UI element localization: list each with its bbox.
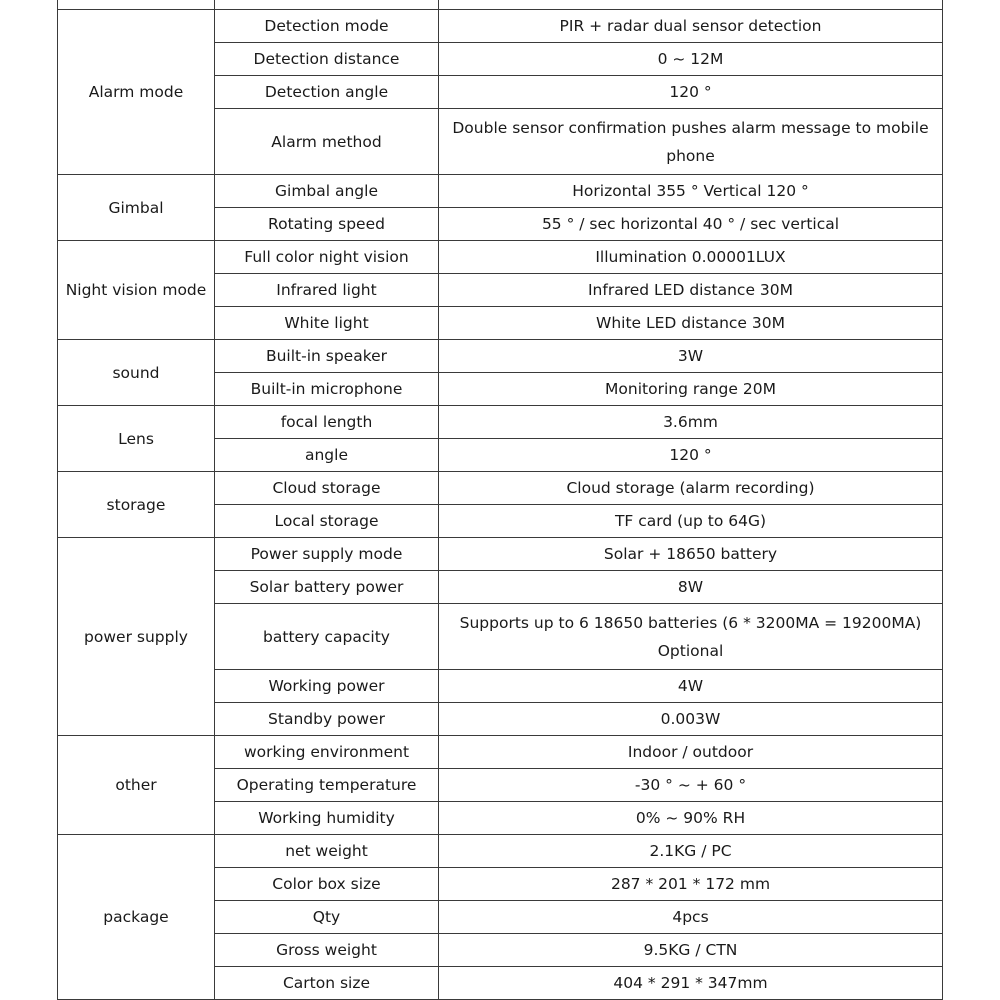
- category-cell: [58, 0, 215, 10]
- spec-name-cell: Infrared light: [215, 274, 439, 307]
- spec-name-cell: Alarm method: [215, 109, 439, 175]
- table-row: [58, 835, 943, 868]
- category-cell: storage: [58, 472, 215, 538]
- spec-value-cell: 0 ~ 12M: [439, 43, 943, 76]
- category-cell: Lens: [58, 406, 215, 472]
- table-row: [58, 10, 943, 43]
- spec-name-cell: angle: [215, 439, 439, 472]
- spec-value-cell: 0% ~ 90% RH: [439, 802, 943, 835]
- spec-name-cell: Operating temperature: [215, 769, 439, 802]
- spec-value-cell: Monitoring range 20M: [439, 373, 943, 406]
- spec-name-cell: Standby power: [215, 703, 439, 736]
- spec-name-cell: Color box size: [215, 868, 439, 901]
- spec-name-cell: Qty: [215, 901, 439, 934]
- category-cell: sound: [58, 340, 215, 406]
- spec-value-cell: 3W: [439, 340, 943, 373]
- spec-value-cell: 287 * 201 * 172 mm: [439, 868, 943, 901]
- category-cell: Alarm mode: [58, 10, 215, 175]
- spec-value-cell: 9.5KG / CTN: [439, 934, 943, 967]
- spec-name-cell: Working power: [215, 670, 439, 703]
- spec-name-cell: working environment: [215, 736, 439, 769]
- table-row: [58, 0, 943, 10]
- spec-value-cell: -30 ° ~ + 60 °: [439, 769, 943, 802]
- table-row: [58, 340, 943, 373]
- spec-name-cell: Detection mode: [215, 10, 439, 43]
- spec-name-cell: net weight: [215, 835, 439, 868]
- spec-value-cell: Double sensor confirmation pushes alarm message to mobile phone: [439, 109, 943, 175]
- table-row: [58, 241, 943, 274]
- spec-name-cell: battery capacity: [215, 604, 439, 670]
- spec-name-cell: Power supply mode: [215, 538, 439, 571]
- spec-value-cell: 55 ° / sec horizontal 40 ° / sec vertical: [439, 208, 943, 241]
- spec-value-cell: 120 °: [439, 439, 943, 472]
- table-row: [58, 472, 943, 505]
- spec-name-cell: Gross weight: [215, 934, 439, 967]
- spec-name-cell: White light: [215, 307, 439, 340]
- spec-table-body: [58, 0, 943, 1000]
- spec-value-cell: Cloud storage (alarm recording): [439, 472, 943, 505]
- spec-value-cell: Indoor / outdoor: [439, 736, 943, 769]
- spec-value-cell: Supports up to 6 18650 batteries (6 * 3200MA = 19200MA) Optional: [439, 604, 943, 670]
- spec-value-cell: 3.6mm: [439, 406, 943, 439]
- category-cell: Gimbal: [58, 175, 215, 241]
- spec-name-cell: focal length: [215, 406, 439, 439]
- spec-value-cell: 8W: [439, 571, 943, 604]
- spec-name-cell: Local storage: [215, 505, 439, 538]
- category-cell: other: [58, 736, 215, 835]
- spec-name-cell: Detection distance: [215, 43, 439, 76]
- spec-name-cell: Built-in speaker: [215, 340, 439, 373]
- category-cell: package: [58, 835, 215, 1000]
- spec-value-cell: White LED distance 30M: [439, 307, 943, 340]
- spec-value-cell: [439, 0, 943, 10]
- table-row: [58, 736, 943, 769]
- category-cell: power supply: [58, 538, 215, 736]
- spec-value-cell: PIR + radar dual sensor detection: [439, 10, 943, 43]
- spec-value-cell: 4W: [439, 670, 943, 703]
- spec-value-cell: 120 °: [439, 76, 943, 109]
- spec-value-cell: 404 * 291 * 347mm: [439, 967, 943, 1000]
- spec-value-cell: 2.1KG / PC: [439, 835, 943, 868]
- spec-value-cell: Illumination 0.00001LUX: [439, 241, 943, 274]
- spec-name-cell: Gimbal angle: [215, 175, 439, 208]
- category-cell: Night vision mode: [58, 241, 215, 340]
- spec-value-cell: Solar + 18650 battery: [439, 538, 943, 571]
- spec-name-cell: Built-in microphone: [215, 373, 439, 406]
- spec-name-cell: Cloud storage: [215, 472, 439, 505]
- spec-name-cell: Rotating speed: [215, 208, 439, 241]
- table-row: [58, 538, 943, 571]
- spec-name-cell: Detection angle: [215, 76, 439, 109]
- table-row: [58, 406, 943, 439]
- spec-value-cell: 4pcs: [439, 901, 943, 934]
- spec-name-cell: Working humidity: [215, 802, 439, 835]
- spec-value-cell: TF card (up to 64G): [439, 505, 943, 538]
- spec-value-cell: Infrared LED distance 30M: [439, 274, 943, 307]
- spec-value-cell: 0.003W: [439, 703, 943, 736]
- spec-value-cell: Horizontal 355 ° Vertical 120 °: [439, 175, 943, 208]
- spec-name-cell: Carton size: [215, 967, 439, 1000]
- spec-name-cell: Solar battery power: [215, 571, 439, 604]
- spec-name-cell: Full color night vision: [215, 241, 439, 274]
- table-row: [58, 175, 943, 208]
- spec-name-cell: [215, 0, 439, 10]
- spec-table: [57, 0, 943, 1000]
